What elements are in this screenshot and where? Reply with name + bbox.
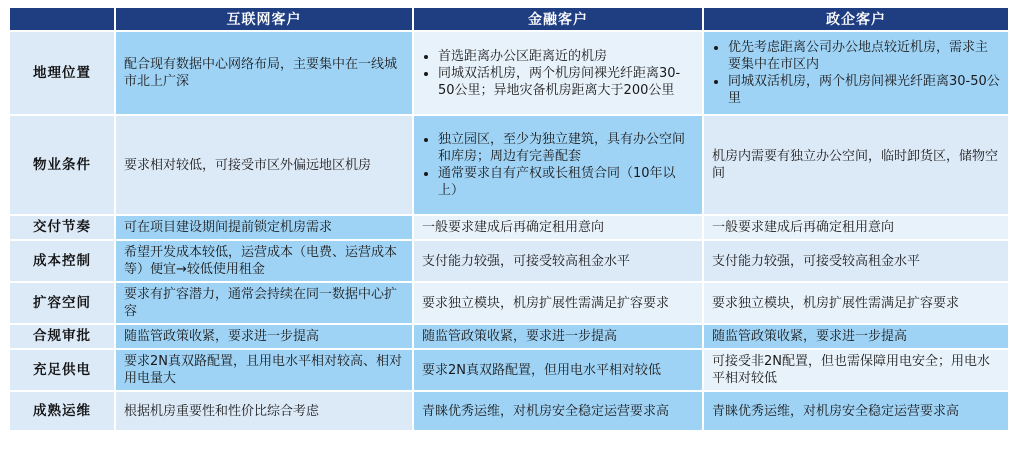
table-row bbox=[10, 216, 1008, 239]
cell-finance: 支付能力较强，可接受较高租金水平 bbox=[414, 241, 702, 281]
customer-comparison-table bbox=[8, 6, 1010, 432]
table-row bbox=[10, 32, 1008, 114]
table-row bbox=[10, 241, 1008, 281]
table-row bbox=[10, 392, 1008, 430]
cell-government: 青睐优秀运维，对机房安全稳定运营要求高 bbox=[704, 392, 1008, 430]
cell-internet: 随监管政策收紧，要求进一步提高 bbox=[116, 325, 412, 348]
cell-finance: 随监管政策收紧，要求进一步提高 bbox=[414, 325, 702, 348]
row-label: 地理位置 bbox=[10, 32, 114, 114]
list-item: • 通常要求自有产权或长租赁合同（10年以上） bbox=[438, 165, 694, 199]
cell-government: 要求独立模块，机房扩展性需满足扩容要求 bbox=[704, 283, 1008, 323]
list-item: • 同城双活机房，两个机房间裸光纤距离30-50公里 bbox=[728, 73, 1000, 107]
cell-finance bbox=[414, 116, 702, 214]
header-government: 政企客户 bbox=[704, 8, 1008, 30]
row-label: 物业条件 bbox=[10, 116, 114, 214]
table-row bbox=[10, 350, 1008, 390]
comparison-table-container bbox=[8, 6, 1008, 432]
list-item: • 首选距离办公区距离近的机房 bbox=[438, 48, 694, 65]
cell-government: 可接受非2N配置，但也需保障用电安全；用电水平相对较低 bbox=[704, 350, 1008, 390]
cell-government: 随监管政策收紧，要求进一步提高 bbox=[704, 325, 1008, 348]
row-label: 交付节奏 bbox=[10, 216, 114, 239]
header-row bbox=[10, 8, 1008, 30]
row-label: 成本控制 bbox=[10, 241, 114, 281]
list-item: • 优先考虑距离公司办公地点较近机房，需求主要集中在市区内 bbox=[728, 39, 1000, 73]
cell-government: 机房内需要有独立办公空间，临时卸货区，储物空间 bbox=[704, 116, 1008, 214]
bullet-list bbox=[712, 39, 1000, 107]
cell-internet: 配合现有数据中心网络布局，主要集中在一线城市北上广深 bbox=[116, 32, 412, 114]
cell-internet: 要求相对较低，可接受市区外偏远地区机房 bbox=[116, 116, 412, 214]
cell-finance: 一般要求建成后再确定租用意向 bbox=[414, 216, 702, 239]
cell-internet: 希望开发成本较低，运营成本（电费、运营成本等）便宜→较低使用租金 bbox=[116, 241, 412, 281]
cell-government: 一般要求建成后再确定租用意向 bbox=[704, 216, 1008, 239]
header-finance: 金融客户 bbox=[414, 8, 702, 30]
table-row bbox=[10, 116, 1008, 214]
cell-government: 支付能力较强，可接受较高租金水平 bbox=[704, 241, 1008, 281]
table-row bbox=[10, 283, 1008, 323]
cell-finance: 要求2N真双路配置，但用电水平相对较低 bbox=[414, 350, 702, 390]
table-row bbox=[10, 325, 1008, 348]
list-item: • 独立园区，至少为独立建筑，具有办公空间和库房；周边有完善配套 bbox=[438, 131, 694, 165]
list-item: • 同城双活机房，两个机房间裸光纤距离30-50公里；异地灾备机房距离大于200公里 bbox=[438, 65, 694, 99]
row-label: 成熟运维 bbox=[10, 392, 114, 430]
cell-internet: 要求有扩容潜力，通常会持续在同一数据中心扩容 bbox=[116, 283, 412, 323]
row-label: 扩容空间 bbox=[10, 283, 114, 323]
cell-finance: 青睐优秀运维，对机房安全稳定运营要求高 bbox=[414, 392, 702, 430]
row-label: 合规审批 bbox=[10, 325, 114, 348]
bullet-list bbox=[422, 48, 694, 99]
cell-government bbox=[704, 32, 1008, 114]
header-corner bbox=[10, 8, 114, 30]
header-internet: 互联网客户 bbox=[116, 8, 412, 30]
cell-internet: 可在项目建设期间提前锁定机房需求 bbox=[116, 216, 412, 239]
cell-internet: 根据机房重要性和性价比综合考虑 bbox=[116, 392, 412, 430]
cell-internet: 要求2N真双路配置，且用电水平相对较高、相对用电量大 bbox=[116, 350, 412, 390]
bullet-list bbox=[422, 131, 694, 199]
cell-finance bbox=[414, 32, 702, 114]
cell-finance: 要求独立模块，机房扩展性需满足扩容要求 bbox=[414, 283, 702, 323]
row-label: 充足供电 bbox=[10, 350, 114, 390]
